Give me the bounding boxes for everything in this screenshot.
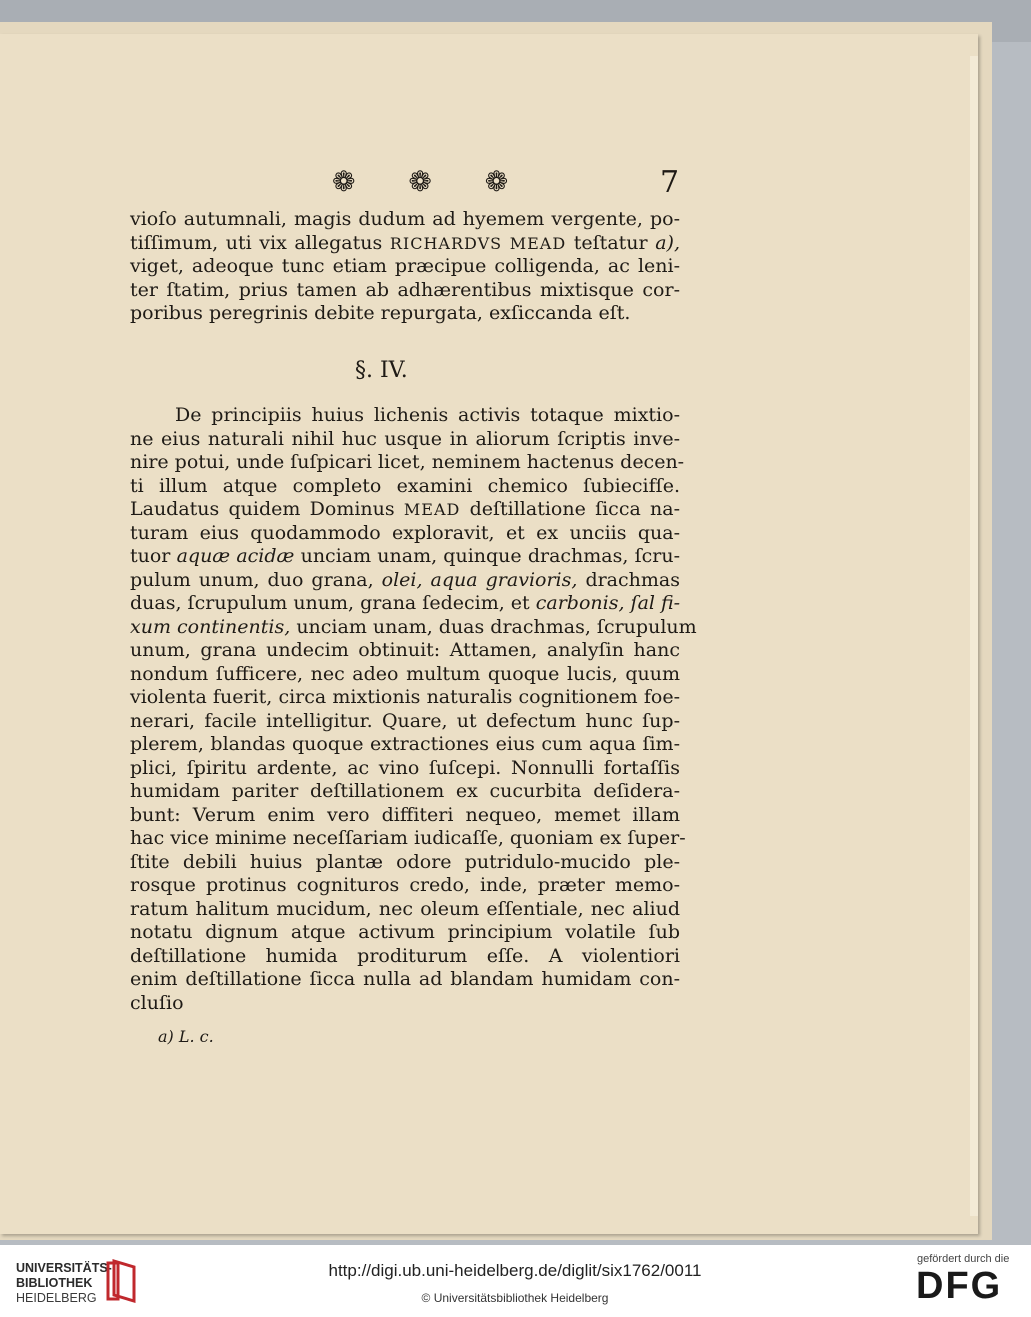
ornament-icons: ❁ ❁ ❁ — [332, 165, 531, 198]
text-line: nire potui, unde ſuſpicari licet, neminem hactenus decen- — [130, 451, 685, 473]
text-line: ſtite debili huius plantæ odore putridulo-mucido ple- — [130, 850, 680, 873]
dfg-logo[interactable]: DFG — [916, 1265, 1003, 1307]
text-line: rosque protinus cognituros credo, inde, præter memo- — [130, 874, 680, 896]
text-line: tuor aquæ acidæ unciam unam, quinque drachmas, ſcru- — [130, 545, 680, 567]
text-line: De principiis huius lichenis activis totaque mixtio- — [175, 404, 680, 426]
catchword: cluſio — [130, 991, 184, 1014]
footnote-ref: a), — [655, 231, 680, 254]
text-line: duas, ſcrupulum unum, grana ſedecim, et carbonis, ſal fi- — [130, 592, 681, 614]
text-line: plici, ſpiritu ardente, ac vino ſuſcepi. Nonnulli fortaſſis — [130, 756, 680, 779]
paragraph-1 — [130, 208, 680, 326]
library-logo-text[interactable]: UNIVERSITÄTS- BIBLIOTHEK HEIDELBERG — [16, 1261, 112, 1305]
text-line: ti illum atque completo examini chemico ſubiecifſe. — [130, 474, 680, 497]
text-line: nerari, facile intelligitur. Quare, ut defectum hunc ſup- — [130, 709, 680, 732]
text-line: hac vice minime neceſſariam iudicaſſe, quoniam ex ſuper- — [130, 827, 686, 849]
text-line: plerem, blandas quoque extractiones eius cum aqua ſim- — [130, 733, 680, 755]
copyright-notice: © Universitätsbibliothek Heidelberg — [421, 1291, 609, 1305]
library-logo-icon[interactable] — [104, 1257, 140, 1303]
text-line: ter ſtatim, prius tamen ab adhærentibus mixtisque cor- — [130, 278, 680, 301]
text-line: violenta fuerit, circa mixtionis naturalis cognitionem foe- — [130, 686, 680, 708]
text-line: viget, adeoque tunc etiam præcipue colligenda, ac leni- — [130, 255, 680, 277]
author-name: MEAD — [403, 500, 461, 519]
text-line: deſtillatione humida proditurum eſſe. A violentiori — [130, 944, 680, 967]
text-line: ratum halitum mucidum, nec oleum eſſentiale, nec aliud — [130, 897, 680, 920]
author-name: RICHARDVS MEAD — [389, 233, 567, 253]
text-line: Laudatus quidem Dominus MEAD deſtillatione ſicca na- — [130, 498, 681, 520]
text-line: bunt: Verum enim vero diffiteri nequeo, memet illam — [130, 803, 680, 826]
section-heading: §. IV. — [355, 358, 408, 383]
text-line: unum, grana undecim obtinuit: Attamen, analyſin hanc — [130, 639, 680, 661]
page-number: 7 — [660, 165, 680, 200]
text-line: pulum unum, duo grana, olei, aqua gravioris, drachmas — [130, 568, 680, 591]
paragraph-2 — [130, 404, 697, 1015]
viewer-footer — [0, 1245, 1031, 1317]
funding-label: gefördert durch die — [917, 1253, 1010, 1265]
footnote: a) L. c. — [158, 1027, 214, 1046]
text-line: ne eius naturali nihil huc usque in aliorum ſcriptis inve- — [130, 427, 680, 450]
page-header — [120, 163, 680, 203]
text-line: humidam pariter deſtillationem ex cucurbita deſidera- — [130, 780, 680, 802]
text-line: vioſo autumnali, magis dudum ad hyemem vergente, po- — [130, 208, 680, 230]
text-line: xum continentis, unciam unam, duas drachmas, ſcrupulum — [130, 615, 697, 638]
permalink-url[interactable]: http://digi.ub.uni-heidelberg.de/diglit/six1762/0011 — [328, 1261, 702, 1280]
text-line: tiſſimum, uti vix allegatus RICHARDVS MEAD teſtatur a), — [130, 231, 680, 254]
text-line: turam eius quodammodo exploravit, et ex unciis qua- — [130, 521, 680, 544]
text-line: notatu dignum atque activum principium volatile ſub — [130, 921, 680, 943]
page-edge — [970, 56, 978, 1216]
text-line: enim deſtillatione ſicca nulla ad blandam humidam con- — [130, 968, 680, 990]
text-line: poribus peregrinis debite repurgata, exſiccanda eſt. — [130, 302, 631, 324]
text-line: nondum ſufficere, nec adeo multum quoque lucis, quum — [130, 662, 680, 685]
